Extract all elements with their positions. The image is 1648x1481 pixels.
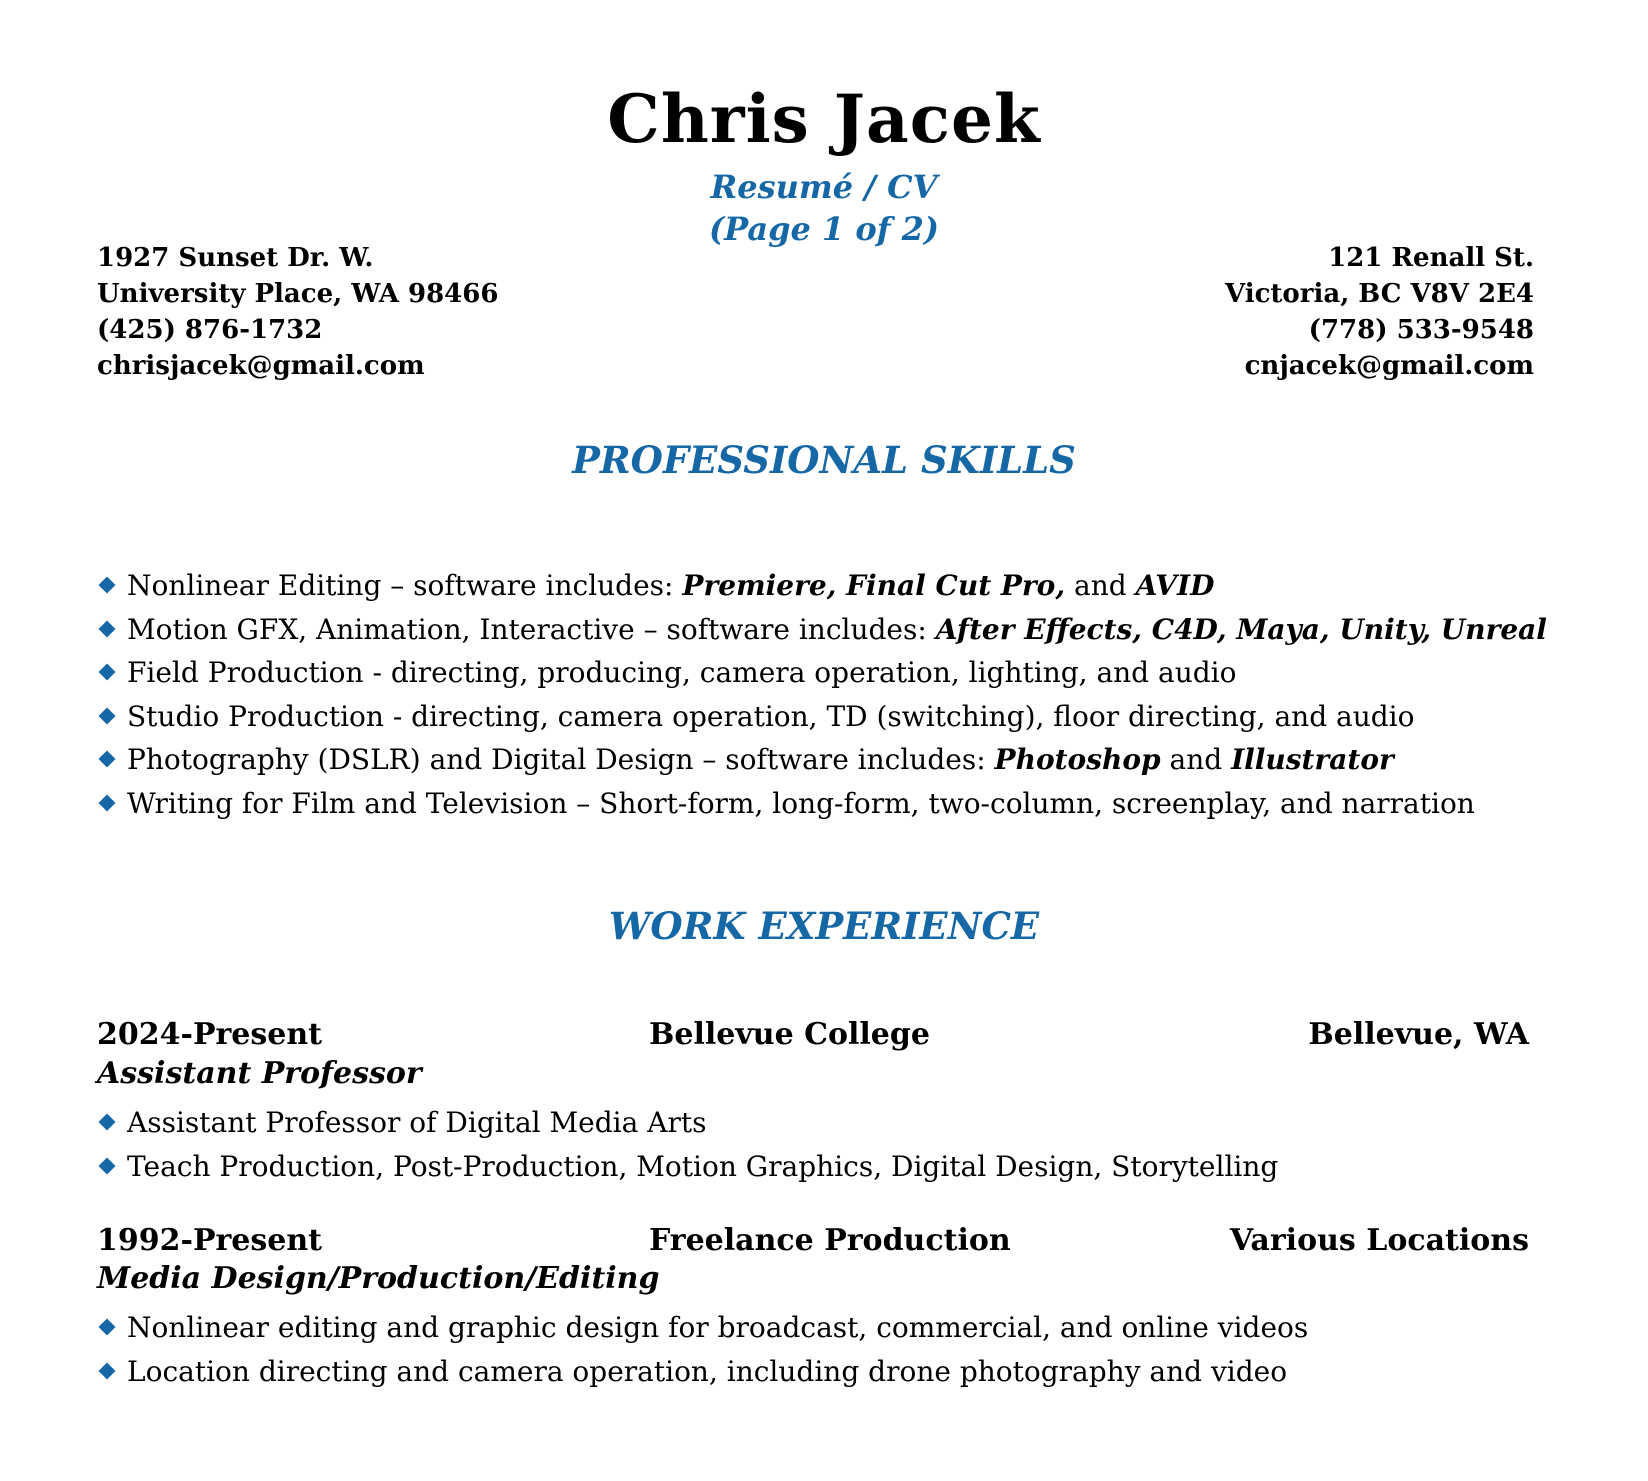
job-dates: 2024-Present bbox=[97, 1017, 323, 1052]
list-item bbox=[97, 1145, 1278, 1189]
skill-text: Nonlinear Editing – software includes: bbox=[127, 569, 683, 602]
diamond-bullet-icon bbox=[99, 620, 116, 637]
page-indicator: (Page 1 of 2) bbox=[708, 210, 939, 248]
list-item bbox=[97, 1306, 1308, 1350]
job-bullets bbox=[97, 1101, 1278, 1188]
diamond-bullet-icon bbox=[99, 751, 116, 768]
section-heading-skills: PROFESSIONAL SKILLS bbox=[572, 438, 1076, 482]
resume-subtitle: Resumé / CV bbox=[710, 168, 938, 206]
skill-software: After Effects, C4D, Maya, Unity, Unreal bbox=[935, 612, 1547, 646]
phone-number: (778) 533-9548 bbox=[1308, 315, 1534, 345]
skill-software: Illustrator bbox=[1231, 743, 1394, 776]
diamond-bullet-icon bbox=[99, 707, 116, 724]
job-bullet-text: Nonlinear editing and graphic design for broadcast, commercial, and online videos bbox=[127, 1311, 1309, 1344]
diamond-bullet-icon bbox=[99, 794, 116, 811]
job-organization: Bellevue College bbox=[649, 1017, 930, 1052]
list-item bbox=[97, 738, 1547, 782]
email-address: chrisjacek@gmail.com bbox=[97, 351, 425, 381]
contact-block-right bbox=[1225, 240, 1534, 384]
job-bullets bbox=[97, 1306, 1308, 1393]
address-city: Victoria, BC V8V 2E4 bbox=[1225, 279, 1534, 309]
skills-list bbox=[97, 564, 1547, 825]
diamond-bullet-icon bbox=[99, 1362, 116, 1379]
job-title: Assistant Professor bbox=[97, 1056, 422, 1091]
skill-software: Photoshop bbox=[994, 743, 1161, 776]
list-item bbox=[97, 695, 1547, 739]
diamond-bullet-icon bbox=[99, 1319, 116, 1336]
list-item bbox=[97, 651, 1547, 695]
skill-text: Photography (DSLR) and Digital Design – software includes: bbox=[127, 743, 995, 776]
skill-joiner: and bbox=[1160, 743, 1232, 776]
skill-text: Writing for Film and Television – Short-form, long-form, two-column, screenplay, and narration bbox=[127, 786, 1475, 820]
list-item bbox=[97, 1350, 1308, 1394]
phone-number: (425) 876-1732 bbox=[97, 315, 323, 345]
skill-text: Motion GFX, Animation, Interactive – software includes: bbox=[127, 612, 936, 646]
job-header-row bbox=[97, 1223, 1529, 1263]
diamond-bullet-icon bbox=[99, 1114, 116, 1131]
job-title: Media Design/Production/Editing bbox=[97, 1261, 660, 1296]
contact-block-left bbox=[97, 240, 498, 384]
job-dates: 1992-Present bbox=[97, 1223, 323, 1258]
job-bullet-text: Teach Production, Post-Production, Motion Graphics, Digital Design, Storytelling bbox=[127, 1149, 1279, 1183]
address-city: University Place, WA 98466 bbox=[97, 279, 499, 309]
job-location: Various Locations bbox=[1229, 1223, 1529, 1258]
job-bullet-text: Assistant Professor of Digital Media Arts bbox=[127, 1106, 707, 1139]
skill-text: Studio Production - directing, camera operation, TD (switching), floor directing, and audio bbox=[127, 699, 1415, 733]
job-location: Bellevue, WA bbox=[1308, 1017, 1529, 1052]
skill-text: Field Production - directing, producing, camera operation, lighting, and audio bbox=[127, 656, 1237, 689]
diamond-bullet-icon bbox=[99, 1157, 116, 1174]
address-street: 1927 Sunset Dr. W. bbox=[97, 243, 374, 273]
email-address: cnjacek@gmail.com bbox=[1244, 351, 1534, 381]
list-item bbox=[97, 564, 1547, 608]
diamond-bullet-icon bbox=[99, 577, 116, 594]
job-header-row bbox=[97, 1017, 1529, 1057]
skill-software: AVID bbox=[1135, 569, 1215, 602]
resume-name: Chris Jacek bbox=[607, 80, 1041, 158]
list-item bbox=[97, 782, 1547, 826]
skill-joiner: and bbox=[1065, 569, 1136, 602]
job-organization: Freelance Production bbox=[649, 1223, 1011, 1258]
address-street: 121 Renall St. bbox=[1328, 243, 1534, 273]
diamond-bullet-icon bbox=[99, 664, 116, 681]
list-item bbox=[97, 608, 1547, 652]
section-heading-experience: WORK EXPERIENCE bbox=[608, 904, 1040, 948]
job-bullet-text: Location directing and camera operation, including drone photography and video bbox=[127, 1354, 1288, 1388]
skill-software: Premiere, Final Cut Pro, bbox=[682, 569, 1066, 602]
list-item bbox=[97, 1101, 1278, 1145]
